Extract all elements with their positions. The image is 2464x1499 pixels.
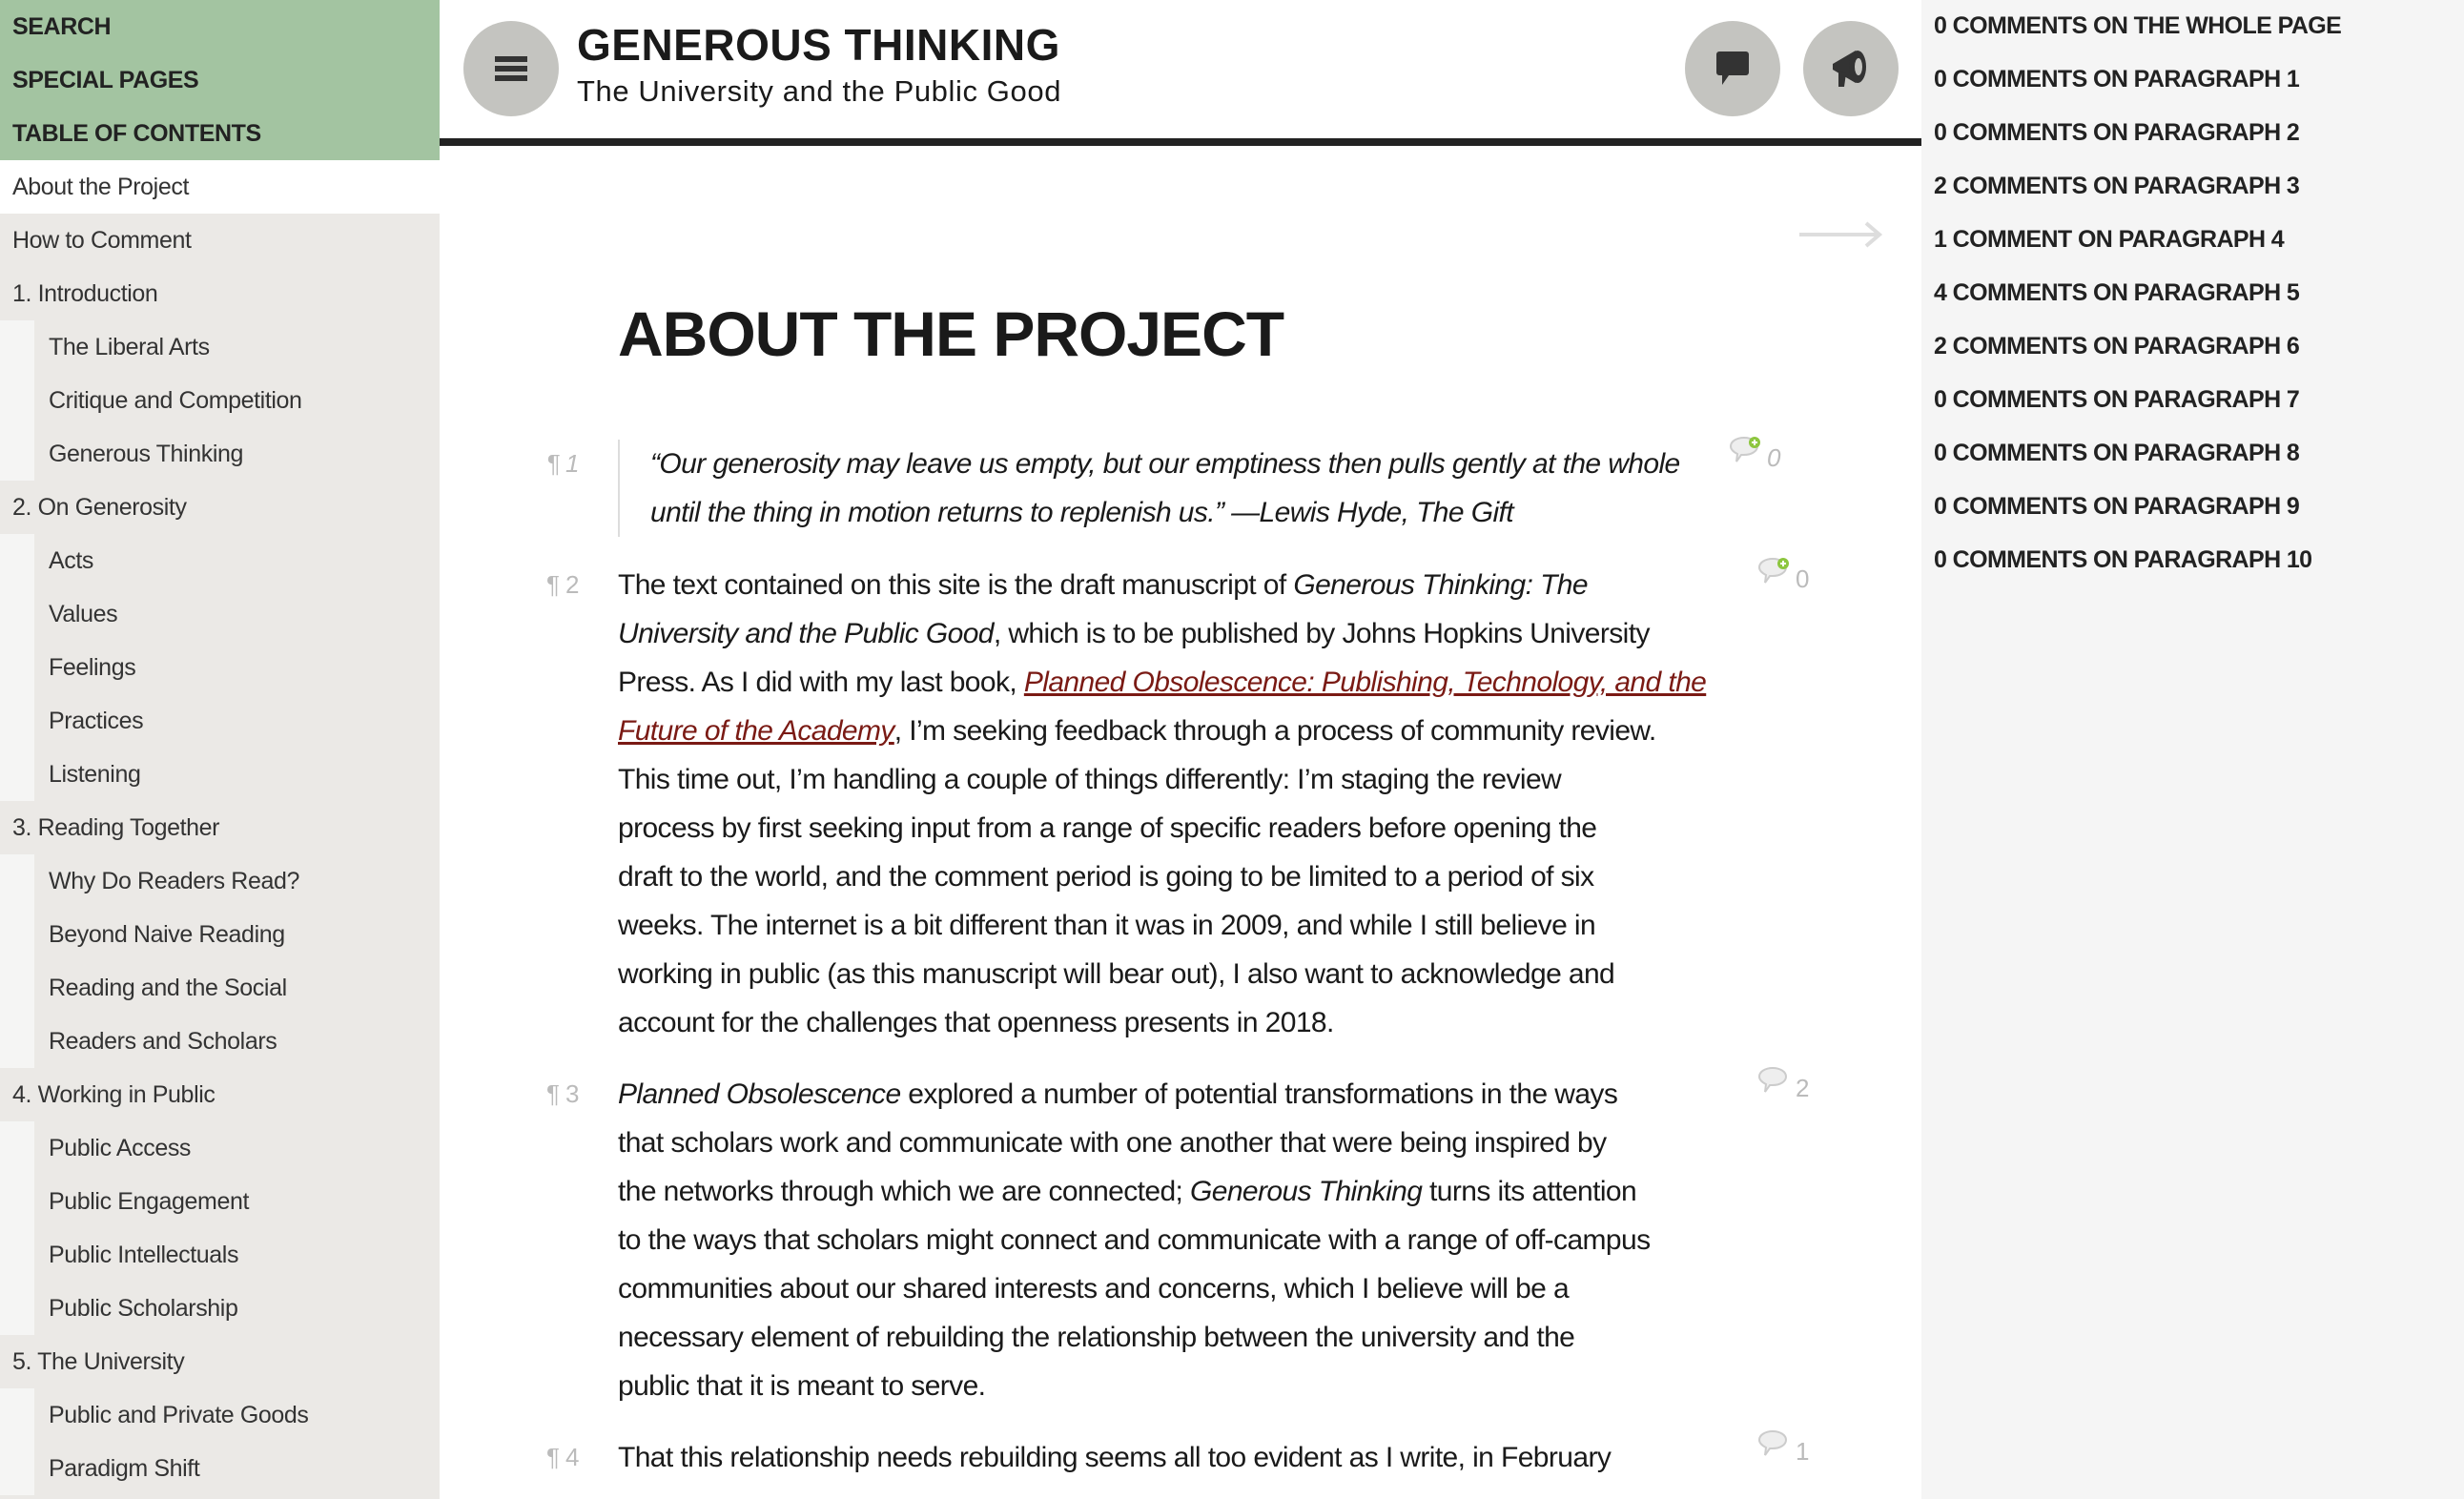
text-segment: University and the Public Good xyxy=(618,618,994,649)
comment-bubble-icon xyxy=(1757,555,1792,587)
comment-count: 1 xyxy=(1796,1437,1809,1466)
text-line xyxy=(618,1119,1762,1167)
site-subtitle: The University and the Public Good xyxy=(577,74,1062,108)
sidebar-item[interactable]: Public Scholarship xyxy=(0,1282,440,1335)
text-line xyxy=(618,1216,1762,1264)
book-link[interactable]: Planned Obsolescence: Publishing, Technology, and the xyxy=(1023,667,1707,698)
text-segment: public that it is meant to serve. xyxy=(618,1370,986,1402)
sidebar-item[interactable]: 5. The University xyxy=(12,1348,185,1375)
paragraph xyxy=(546,440,1780,537)
text-segment: That this relationship needs rebuilding seems all too evident as I write, in February xyxy=(618,1442,1612,1473)
page-title: ABOUT THE PROJECT xyxy=(618,298,1284,369)
text-line xyxy=(618,804,1762,852)
text-line xyxy=(618,755,1762,804)
comment-count: 0 xyxy=(1796,565,1809,593)
paragraph-comment-button[interactable] xyxy=(1757,1064,1809,1113)
text-line xyxy=(618,1433,1762,1482)
text-line xyxy=(618,852,1762,901)
text-segment: necessary element of rebuilding the relationship between the university and the xyxy=(618,1322,1575,1353)
text-segment: Generous Thinking xyxy=(1190,1176,1423,1207)
text-segment: Press. As I did with my last book, xyxy=(618,667,1024,698)
sidebar-item[interactable]: Readers and Scholars xyxy=(0,1015,440,1068)
comments-panel xyxy=(1921,0,2464,1499)
megaphone-icon xyxy=(1827,45,1875,92)
comment-count-link[interactable]: 0 COMMENTS ON PARAGRAPH 9 xyxy=(1934,493,2300,520)
comment-bubble-icon xyxy=(1757,1064,1792,1097)
text-segment: Generous Thinking: The xyxy=(1293,569,1588,601)
sidebar-item[interactable]: TABLE OF CONTENTS xyxy=(0,107,440,160)
sidebar-item[interactable]: SEARCH xyxy=(0,0,440,53)
sidebar-item[interactable]: Public and Private Goods xyxy=(0,1388,440,1442)
text-line xyxy=(618,998,1762,1047)
text-segment: the networks through which we are connected; xyxy=(618,1176,1191,1207)
paragraph-comment-button[interactable] xyxy=(1729,434,1780,483)
arrow-right-icon[interactable] xyxy=(1797,217,1885,252)
text-segment: communities about our shared interests and concerns, which I believe will be a xyxy=(618,1273,1570,1304)
table-of-contents-sidebar xyxy=(0,0,440,1499)
text-segment: “Our generosity may leave us empty, but our emptiness then pulls gently at the whole xyxy=(650,448,1680,480)
sidebar-item[interactable]: 1. Introduction xyxy=(12,280,158,307)
site-title[interactable]: GENEROUS THINKING xyxy=(577,20,1060,70)
comment-count-link[interactable]: 1 COMMENT ON PARAGRAPH 4 xyxy=(1934,226,2285,253)
comment-count-link[interactable]: 0 COMMENTS ON THE WHOLE PAGE xyxy=(1934,12,2342,39)
paragraph-number[interactable]: ¶ 2 xyxy=(546,570,579,599)
paragraph-number[interactable]: ¶ 1 xyxy=(546,449,579,478)
sidebar-item[interactable]: Why Do Readers Read? xyxy=(0,854,440,908)
book-link[interactable]: Future of the Academy xyxy=(618,715,894,747)
sidebar-item[interactable]: Beyond Naive Reading xyxy=(0,908,440,961)
text-segment: explored a number of potential transformations in the ways xyxy=(900,1078,1618,1110)
text-line xyxy=(618,609,1762,658)
text-line xyxy=(618,1070,1762,1119)
text-line xyxy=(618,658,1762,707)
text-segment: process by first seeking input from a range of specific readers before opening the xyxy=(618,812,1597,844)
text-line xyxy=(618,707,1762,755)
paragraph-number[interactable]: ¶ 4 xyxy=(546,1443,579,1471)
comment-count: 2 xyxy=(1796,1074,1809,1102)
sidebar-item[interactable]: SPECIAL PAGES xyxy=(0,53,440,107)
sidebar-item[interactable]: Listening xyxy=(0,748,440,801)
comment-bubble-icon xyxy=(1729,434,1763,466)
sidebar-item[interactable]: Values xyxy=(0,587,440,641)
text-line xyxy=(618,1362,1762,1410)
sidebar-item[interactable]: Feelings xyxy=(0,641,440,694)
text-line xyxy=(618,950,1762,998)
text-segment: , I’m seeking feedback through a process of community review. xyxy=(893,715,1656,747)
sidebar-item[interactable]: Paradigm Shift xyxy=(0,1442,440,1495)
comment-bubble-icon xyxy=(1757,1427,1792,1460)
sidebar-item[interactable]: Reading and the Social xyxy=(0,961,440,1015)
comment-count-link[interactable]: 2 COMMENTS ON PARAGRAPH 6 xyxy=(1934,333,2300,359)
menu-button[interactable] xyxy=(463,21,559,116)
comment-count-link[interactable]: 2 COMMENTS ON PARAGRAPH 3 xyxy=(1934,173,2300,199)
text-segment: to the ways that scholars might connect and communicate with a range of off-campus xyxy=(618,1224,1651,1256)
paragraph xyxy=(546,1070,1809,1410)
comment-count-link[interactable]: 4 COMMENTS ON PARAGRAPH 5 xyxy=(1934,279,2300,306)
text-line xyxy=(618,901,1762,950)
text-segment: The text contained on this site is the draft manuscript of xyxy=(618,569,1294,601)
paragraph-comment-button[interactable] xyxy=(1757,1427,1809,1476)
text-line xyxy=(650,488,1762,537)
text-segment: until the thing in motion returns to replenish us.” —Lewis Hyde, The Gift xyxy=(650,497,1513,528)
text-segment: weeks. The internet is a bit different than it was in 2009, and while I still believe in xyxy=(618,910,1596,941)
paragraph xyxy=(546,561,1809,1047)
text-line xyxy=(618,1264,1762,1313)
text-segment: turns its attention xyxy=(1422,1176,1637,1207)
activity-button[interactable] xyxy=(1803,21,1899,116)
text-line xyxy=(618,561,1762,609)
sidebar-item[interactable]: 4. Working in Public xyxy=(12,1081,216,1108)
paragraph-comment-button[interactable] xyxy=(1757,555,1809,604)
text-segment: , which is to be published by Johns Hopkins University xyxy=(993,618,1650,649)
sidebar-item[interactable]: Public Access xyxy=(0,1121,440,1175)
comment-icon xyxy=(1715,50,1750,88)
comment-count-link[interactable]: 0 COMMENTS ON PARAGRAPH 10 xyxy=(1934,546,2312,573)
sidebar-item[interactable]: The Liberal Arts xyxy=(0,320,440,374)
sidebar-item[interactable]: 3. Reading Together xyxy=(12,814,220,841)
sidebar-item[interactable]: How to Comment xyxy=(12,227,192,254)
comment-count: 0 xyxy=(1767,443,1780,472)
sidebar-item[interactable]: Critique and Competition xyxy=(0,374,440,427)
text-line xyxy=(650,440,1762,488)
comment-count-link[interactable]: 0 COMMENTS ON PARAGRAPH 8 xyxy=(1934,440,2300,466)
text-segment: Planned Obsolescence xyxy=(618,1078,901,1110)
sidebar-item[interactable]: Public Intellectuals xyxy=(0,1228,440,1282)
text-segment: that scholars work and communicate with one another that were being inspired by xyxy=(618,1127,1607,1159)
menu-icon xyxy=(495,54,527,83)
sidebar-item[interactable]: 2. On Generosity xyxy=(12,494,187,521)
paragraph xyxy=(546,1433,1809,1482)
sidebar-item[interactable]: Generous Thinking xyxy=(0,427,440,481)
text-line xyxy=(618,1167,1762,1216)
text-segment: This time out, I’m handling a couple of things differently: I’m staging the review xyxy=(618,764,1562,795)
comment-count-link[interactable]: 0 COMMENTS ON PARAGRAPH 7 xyxy=(1934,386,2300,413)
sidebar-item[interactable]: About the Project xyxy=(0,160,440,214)
text-segment: account for the challenges that openness presents in 2018. xyxy=(618,1007,1334,1038)
text-segment: working in public (as this manuscript will bear out), I also want to acknowledge and xyxy=(618,958,1615,990)
sidebar-item[interactable]: Acts xyxy=(0,534,440,587)
comment-count-link[interactable]: 0 COMMENTS ON PARAGRAPH 1 xyxy=(1934,66,2300,92)
paragraph-number[interactable]: ¶ 3 xyxy=(546,1079,579,1108)
sidebar-item[interactable]: Public Engagement xyxy=(0,1175,440,1228)
comments-button[interactable] xyxy=(1685,21,1780,116)
site-header xyxy=(440,0,1921,146)
text-segment: draft to the world, and the comment period is going to be limited to a period of six xyxy=(618,861,1594,893)
comment-count-link[interactable]: 0 COMMENTS ON PARAGRAPH 2 xyxy=(1934,119,2300,146)
sidebar-item[interactable]: Practices xyxy=(0,694,440,748)
text-line xyxy=(618,1313,1762,1362)
